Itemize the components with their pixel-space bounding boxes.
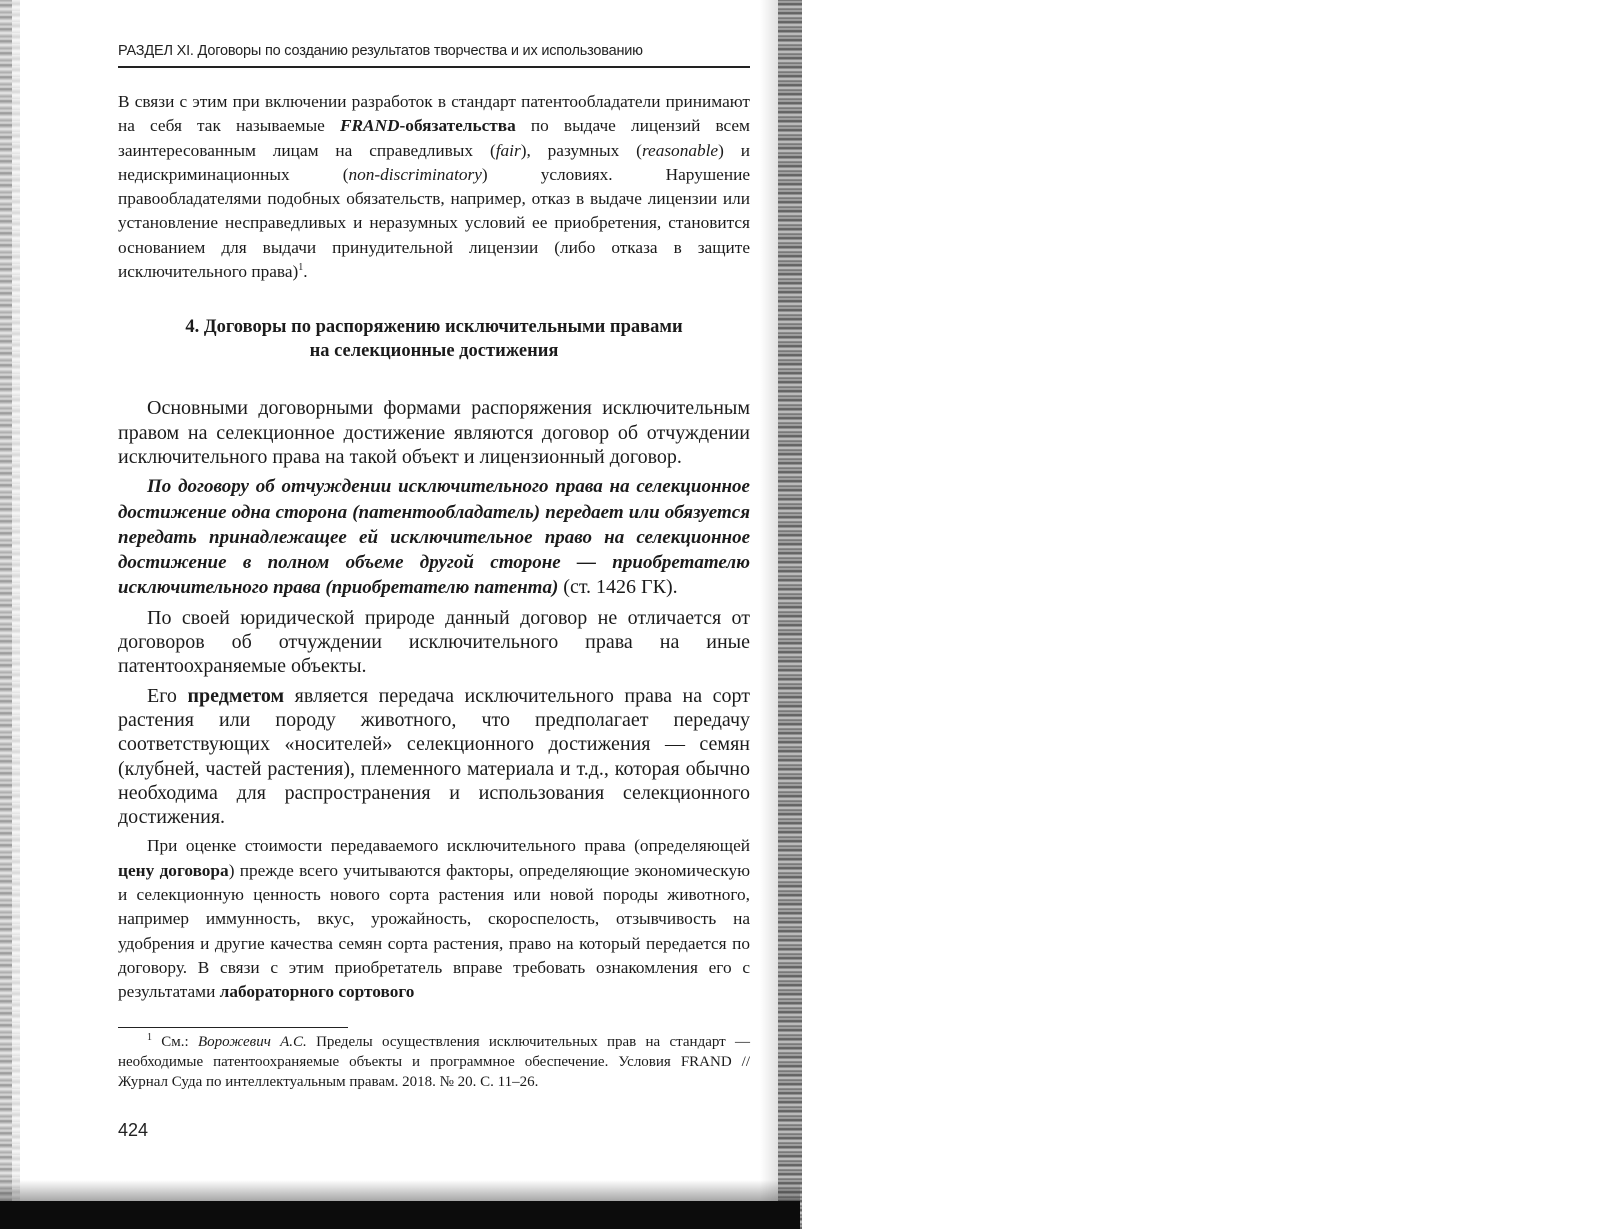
text: ) и недискриминационных ( — [118, 140, 750, 184]
book-gutter — [778, 0, 802, 1229]
paragraph-price — [118, 834, 750, 1004]
binding-shadow — [760, 0, 778, 1229]
term-fair: fair — [495, 140, 521, 160]
text: ), разумных ( — [520, 140, 642, 160]
paragraph-frand — [118, 90, 750, 284]
text: ) условиях. Нарушение правообладателями подобных обязательств, например, отказ в выдаче лицензии или установление несправедливых и неразумных условий ее приобретения, становится основанием для выдачи принудительной лицензии (либо отказа в защите исключительного права) — [118, 164, 750, 282]
footnote-separator — [118, 1027, 348, 1028]
term-non-discriminatory: non-discriminatory — [348, 164, 482, 184]
term-price: цену договора — [118, 860, 229, 880]
section-heading-line2: на селекционные достижения — [309, 341, 559, 362]
section-heading-line1: 4. Договоры по распоряжению исключительными правами — [185, 317, 683, 338]
text: является передача исключительного права на сорт растения или породу животного, что предполагает передачу соответствующих «носителей» селекционного достижения — семян (клубней, частей растения), племенного материала и т.д., которая обычно необходима для распространения и использования селекционного достижения. — [118, 684, 750, 829]
bottom-shadow — [0, 1180, 800, 1201]
running-head: РАЗДЕЛ XI. Договоры по созданию результатов творчества и их использованию — [118, 38, 750, 68]
term-reasonable: reasonable — [641, 140, 719, 160]
book-page — [118, 38, 750, 1141]
scan-left-edge — [0, 0, 12, 1229]
citation: (ст. 1426 ГК). — [558, 576, 678, 599]
footnote — [118, 1032, 750, 1092]
paragraph-nature: По своей юридической природе данный договор не отличается от договоров об отчуждении исключительного права на иные патентоохраняемые объекты. — [118, 606, 750, 678]
scan-left-edge-inner — [12, 0, 20, 1229]
text: Его — [147, 684, 188, 707]
text: Пределы осуществления исключительных прав на стандарт — необходимые патентоохраняемые объекты и программное обеспечение. Условия FRAND // Журнал Суда по интеллектуальным правам. 2018. № 20. С. 11–26. — [118, 1033, 751, 1090]
text: ) прежде всего учитываются факторы, определяющие экономическую и селекционную ценность нового сорта растения или новой породы животного, например иммунность, вкус, урожайность, скороспелость, отзывчивость на удобрения и другие качества семян сорта растения, право на который передается по договору. В связи с этим приобретатель вправе требовать ознакомления его с результатами — [118, 860, 750, 1002]
text: по выдаче лицензий всем заинтересованным лицам на справедливых ( — [118, 116, 750, 160]
paragraph-definition — [118, 474, 750, 600]
obligations-term: -обязательства — [399, 116, 516, 136]
text: В связи с этим при включении разработок в стандарт патентообладатели принимают на себя так называемые — [118, 92, 750, 136]
scan-bottom-edge — [0, 1201, 800, 1229]
term-lab: лабораторного сортового — [219, 982, 415, 1002]
text: . — [303, 262, 308, 282]
definition-text: По договору об отчуждении исключительного права на селекционное достижение одна сторона (патентообладатель) передает или обязуется передать принадлежащее ей исключительное право на селекционное достижение в полном объеме другой стороне — приобретателю исключительного права (приобретателю патента) — [118, 476, 750, 599]
paragraph-forms: Основными договорными формами распоряжения исключительным правом на селекционное достижение являются договор об отчуждении исключительного права на такой объект и лицензионный договор. — [118, 397, 750, 468]
term-subject: предметом — [187, 684, 285, 707]
footnote-ref: 1 — [298, 262, 304, 274]
text: При оценке стоимости передаваемого исключительного права (определяющей — [147, 836, 750, 856]
footnote-author: Ворожевич А.С. — [197, 1033, 307, 1050]
footnote-number: 1 — [147, 1031, 152, 1043]
page-number: 424 — [118, 1119, 149, 1140]
frand-term: FRAND — [340, 116, 400, 136]
section-heading — [118, 315, 750, 363]
paragraph-subject — [118, 684, 750, 830]
text: См.: — [152, 1033, 198, 1050]
